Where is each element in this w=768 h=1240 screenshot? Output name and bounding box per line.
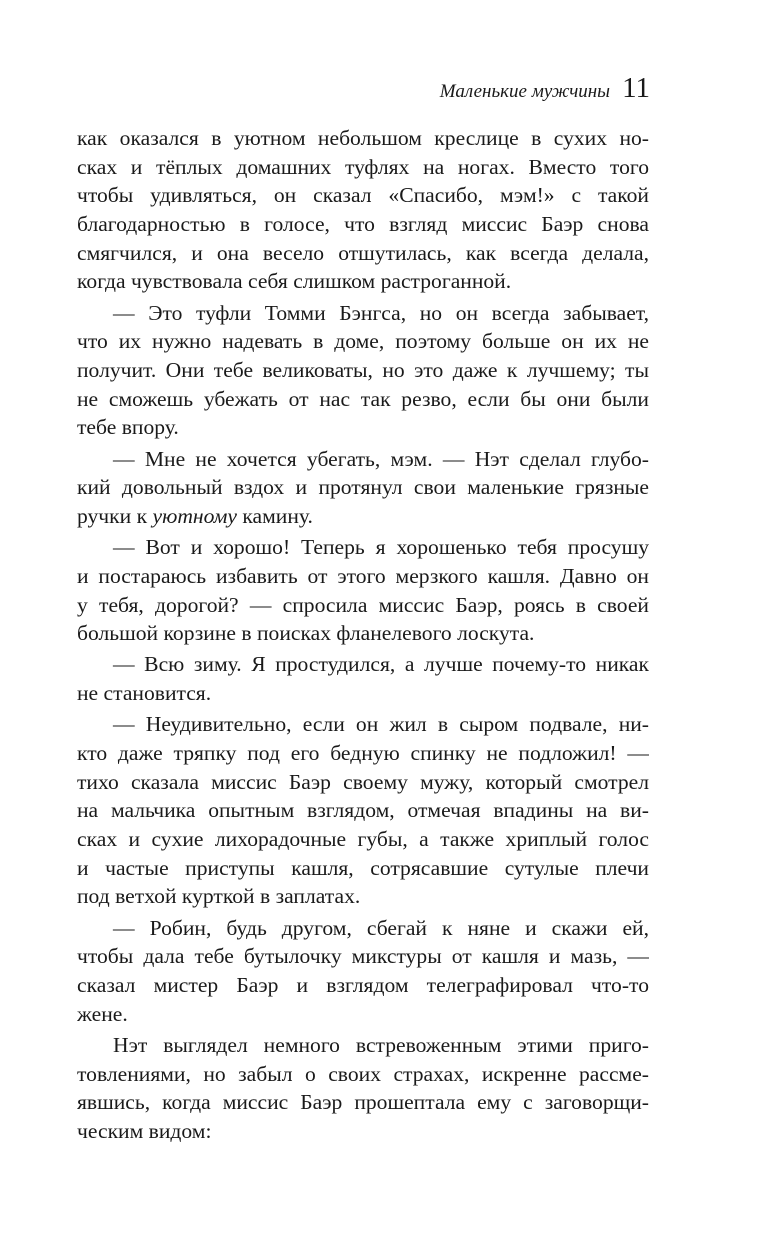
text-line: — Это туфли Томми Бэнгса, но он всегда забывает, [113,300,649,325]
text-line: кто даже тряпку под его бедную спинку не подложил! — [77,740,649,765]
text-line: смягчился, и она весело отшутилась, как всегда делала, [77,240,649,265]
text-line: Нэт выглядел немного встревоженным этими приго- [113,1032,649,1057]
text-line: как оказался в уютном небольшом креслице в сухих но- [77,126,649,150]
text-line: не становится. [77,681,212,706]
emphasized-word: уютному [152,503,237,528]
text-line: сках и сухие лихорадочные губы, а также хриплый голос [77,827,649,851]
text-line: и постараюсь избавить от этого мерзкого кашля. Давно он [77,563,649,588]
text-line: жене. [77,1001,128,1026]
text-line: — Робин, будь другом, сбегай к няне и скажи ей, [113,915,649,940]
text-line: под ветхой курткой в заплатах. [77,884,361,909]
body-text [77,124,649,1146]
text-line: когда чувствовала себя слишком растроганной. [77,269,512,294]
text-line: чтобы дала тебе бутылочку микстуры от кашля и мазь, — [77,944,649,969]
text-line: сках и тёплых домашних туфлях на ногах. Вместо того [77,154,649,179]
text-line: у тебя, дорогой? — спросила миссис Баэр, роясь в своей [77,592,649,617]
text-line: явшись, когда миссис Баэр прошептала ему с заговорщи- [77,1090,649,1115]
text-line: тихо сказала миссис Баэр своему мужу, который смотрел [77,769,649,794]
text-line: товлениями, но забыл о своих страхах, искренне рассме- [77,1061,649,1086]
text-line: — Вот и хорошо! Теперь я хорошенько тебя просушу [113,535,649,560]
text-line: большой корзине в поисках фланелевого лоскута. [77,621,535,646]
text-line: — Мне не хочется убегать, мэм. — Нэт сделал глубо- [113,446,649,471]
text-line: сказал мистер Баэр и взглядом телеграфировал что-то [77,972,649,997]
running-header-title: Маленькие мужчины [439,81,611,102]
text-line: на мальчика опытным взглядом, отмечая впадины на ви- [77,798,649,823]
text-line: ручки к уютному камину. [77,503,313,528]
text-line: тебе впору. [77,415,179,440]
text-line: кий довольный вздох и протянул свои маленькие грязные [77,475,649,500]
text-line: ческим видом: [77,1118,212,1143]
text-line: — Всю зиму. Я простудился, а лучше почему-то никак [113,652,649,677]
text-line: не сможешь убежать от нас так резво, если бы они были [77,386,649,411]
text-line: чтобы удивляться, он сказал «Спасибо, мэм!» с такой [77,183,649,208]
text-line: что их нужно надевать в доме, поэтому больше он их не [77,329,649,354]
text-line: и частые приступы кашля, сотрясавшие сутулые плечи [77,855,649,880]
text-line: — Неудивительно, если он жил в сыром подвале, ни- [113,712,649,737]
text-line: получит. Они тебе великоваты, но это даже к лучшему; ты [77,358,649,382]
text-line: благодарностью в голосе, что взгляд миссис Баэр снова [77,212,649,237]
running-header [440,72,650,105]
page-number: 11 [622,72,650,104]
